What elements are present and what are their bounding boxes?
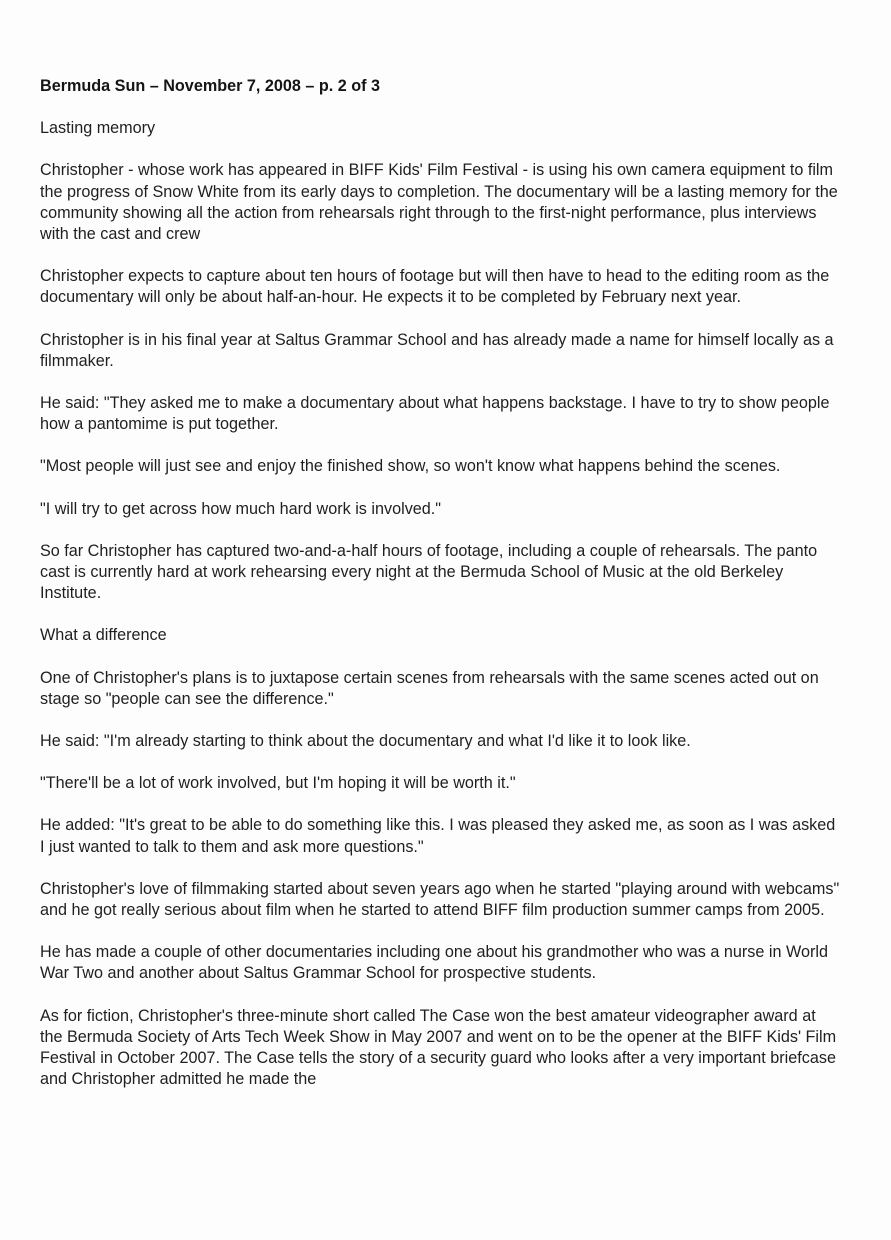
section-subheading: Lasting memory: [40, 119, 156, 138]
article-blocks: [40, 118, 840, 1090]
paragraph: Christopher's love of filmmaking started about seven years ago when he started "playing around with webcams" and he got really serious about film when he started to attend BIFF film production summer camps from 2005.: [40, 879, 840, 920]
paragraph: Christopher expects to capture about ten hours of footage but will then have to head to the editing room as the documentary will only be about half-an-hour. He expects it to be completed by February next year.: [40, 267, 830, 307]
paragraph: As for fiction, Christopher's three-minute short called The Case won the best amateur videographer award at the Bermuda Society of Arts Tech Week Show in May 2007 and went on to be the opener at the BIFF Kids' Film Festival in October 2007. The Case tells the story of a security guard who looks after a very important briefcase and Christopher admitted he made the: [40, 1006, 837, 1089]
page-header: Bermuda Sun – November 7, 2008 – p. 2 of 3: [40, 77, 381, 95]
section-subheading: What a difference: [40, 626, 167, 645]
paragraph: Christopher is in his final year at Saltus Grammar School and has already made a name for himself locally as a filmmaker.: [40, 330, 834, 370]
paragraph: One of Christopher's plans is to juxtapose certain scenes from rehearsals with the same scenes acted out on stage so "people can see the difference.": [40, 668, 819, 708]
paragraph: He said: "I'm already starting to think about the documentary and what I'd like it to look like.: [40, 732, 691, 751]
article-body: [40, 76, 840, 1112]
paragraph: "Most people will just see and enjoy the finished show, so won't know what happens behind the scenes.: [40, 457, 781, 476]
paragraph: He said: "They asked me to make a documentary about what happens backstage. I have to try to show people how a pantomime is put together.: [40, 394, 830, 434]
paragraph: "There'll be a lot of work involved, but I'm hoping it will be worth it.": [40, 774, 516, 793]
paragraph: Christopher - whose work has appeared in BIFF Kids' Film Festival - is using his own camera equipment to film the progress of Snow White from its early days to completion. The documentary will be a lasting memory for the community showing all the action from rehearsals right through to the first-night performance, plus interviews with the cast and crew: [40, 161, 838, 244]
paragraph: So far Christopher has captured two-and-a-half hours of footage, including a couple of rehearsals. The panto cast is currently hard at work rehearsing every night at the Bermuda School of Music at the old Berkeley Institute.: [40, 541, 818, 603]
paragraph: He added: "It's great to be able to do something like this. I was pleased they asked me, as soon as I was asked I just wanted to talk to them and ask more questions.": [40, 816, 836, 856]
paragraph: He has made a couple of other documentaries including one about his grandmother who was a nurse in World War Two and another about Saltus Grammar School for prospective students.: [40, 943, 828, 983]
paragraph: "I will try to get across how much hard work is involved.": [40, 499, 442, 518]
